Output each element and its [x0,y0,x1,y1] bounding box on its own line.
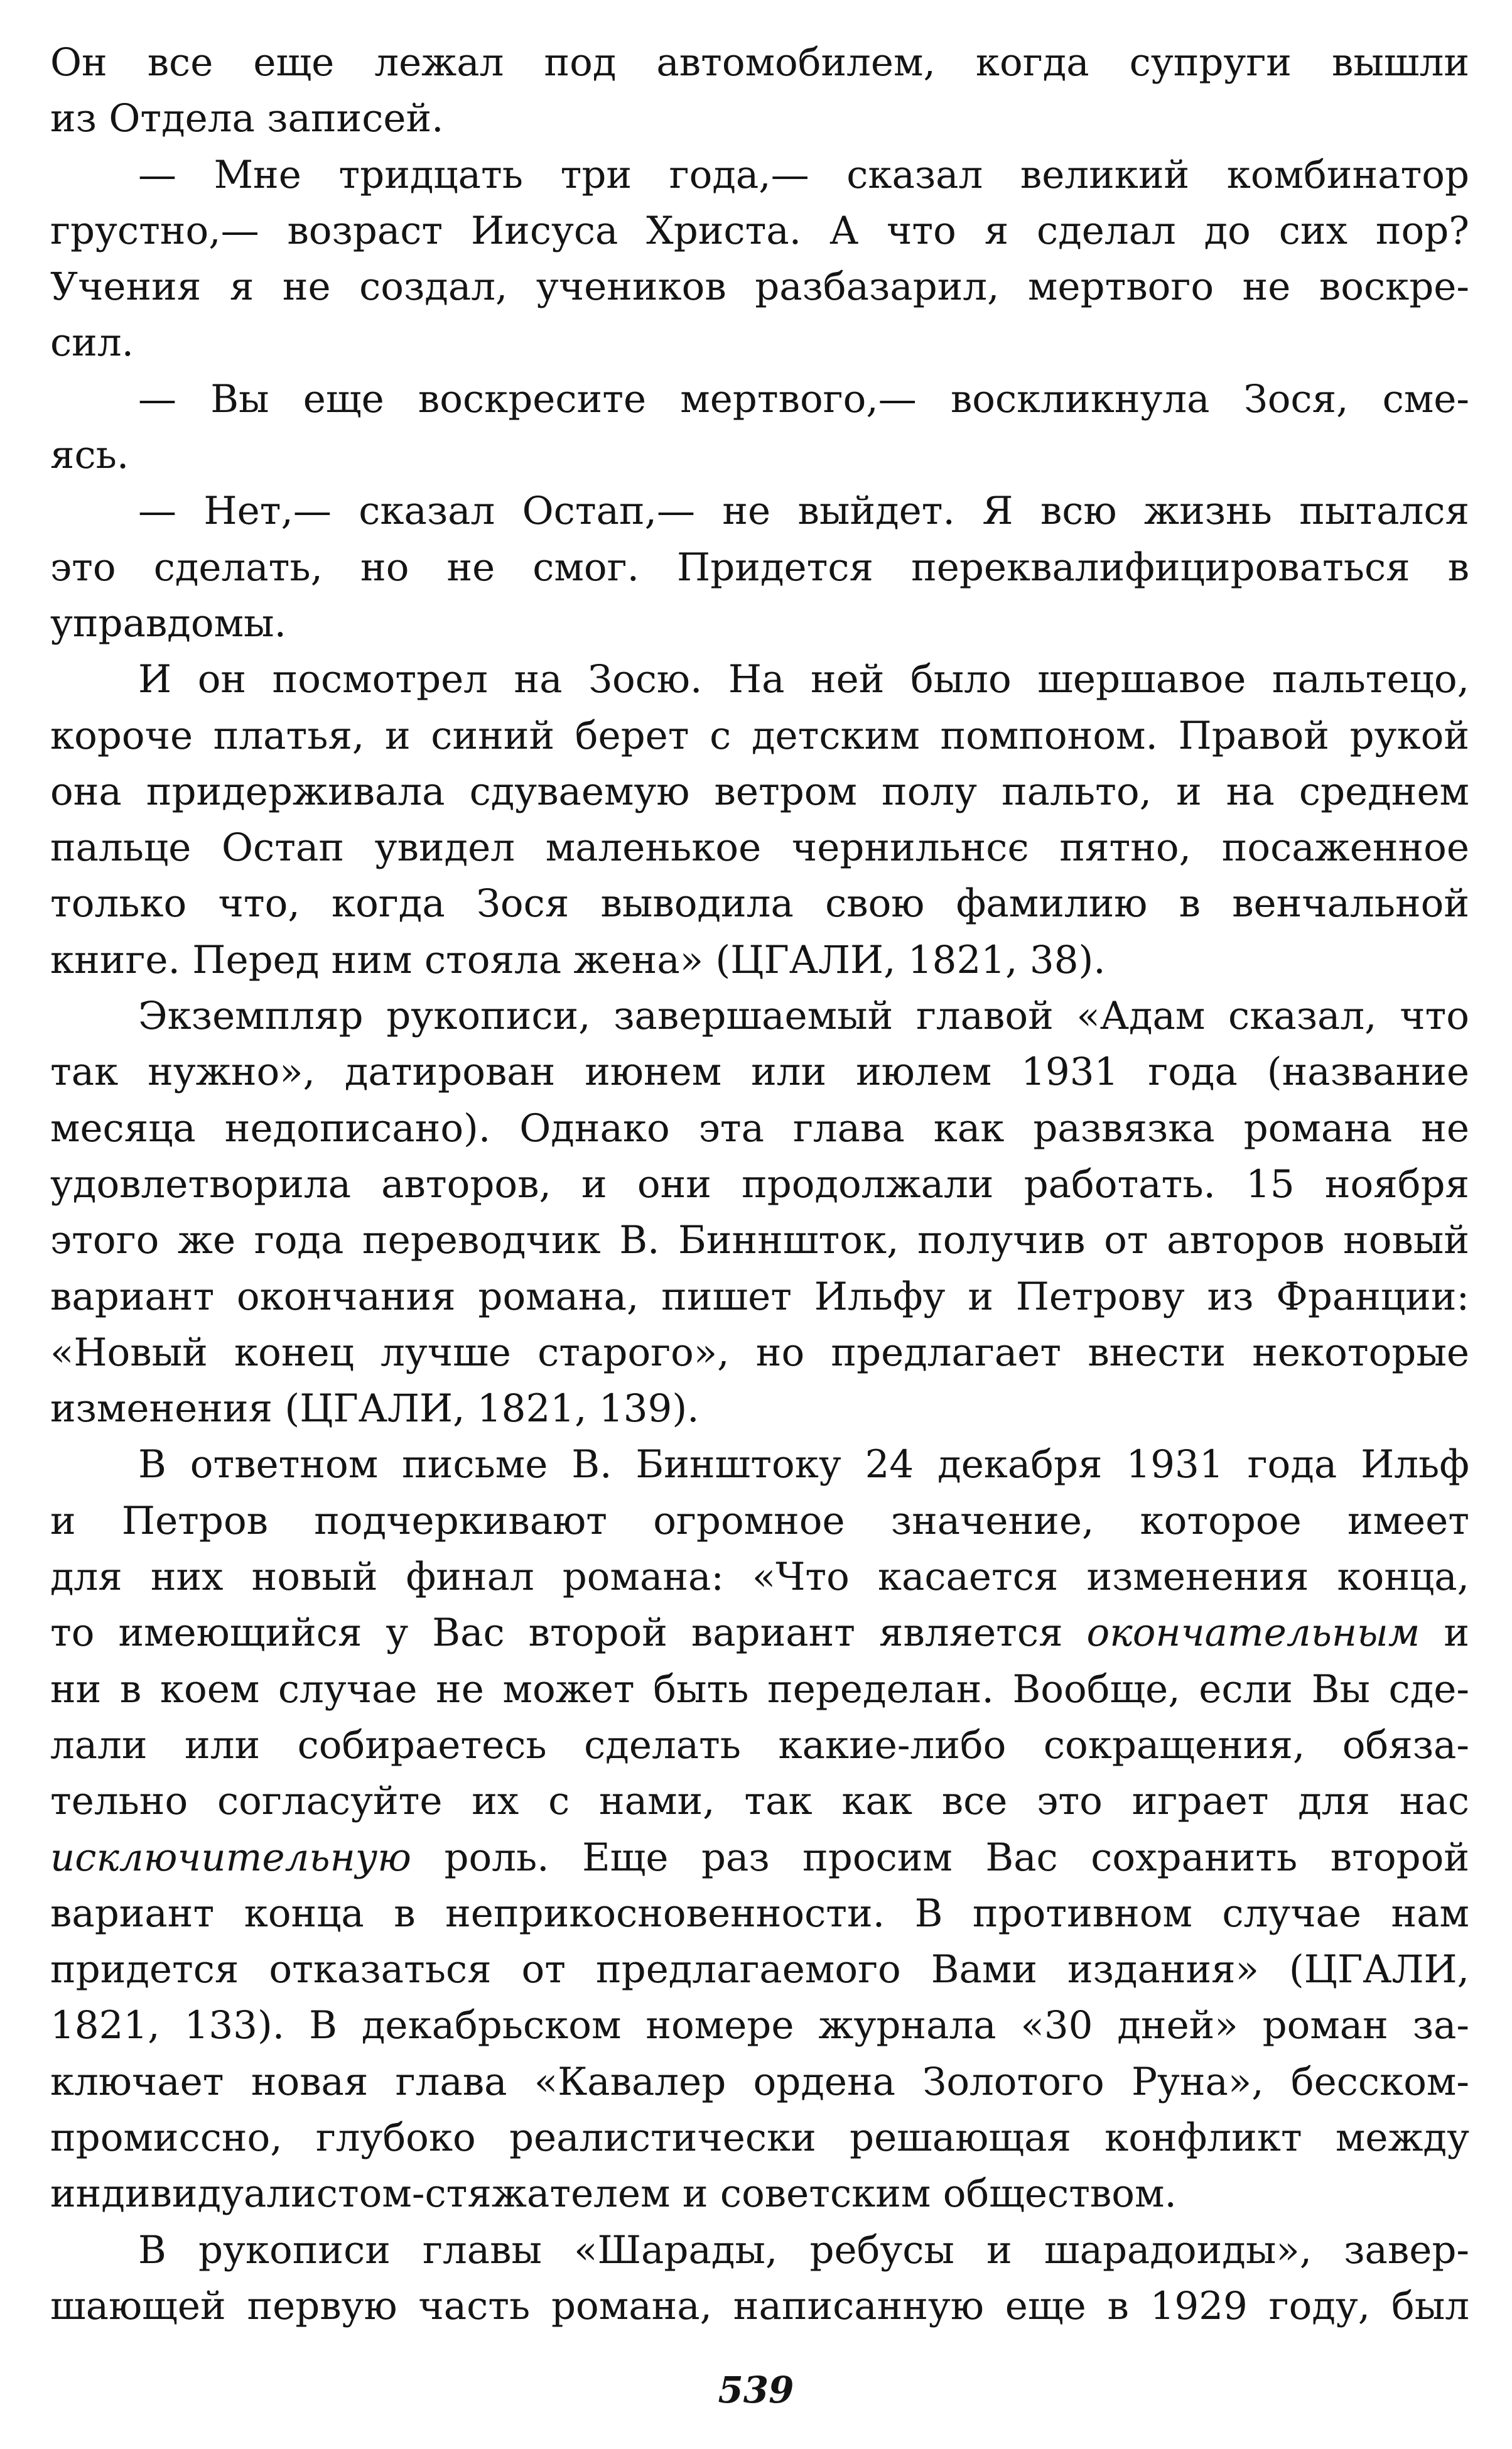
text-line [50,1605,1469,1661]
text-line: этого же года переводчик В. Бинншток, получив от авторов новый [50,1218,1469,1263]
text-line: ключает новая глава «Кавалер ордена Золотого Руна», бесском- [50,2059,1469,2104]
text-line: лали или собираетесь сделать какие-либо сокращения, обяза- [50,1722,1469,1768]
italic-emphasis: окончательным [1086,1610,1420,1656]
text-line: Учения я не создал, учеников разбазарил, мертвого не воскре- [50,264,1469,310]
text-line: В ответном письме В. Бинштоку 24 декабря 1931 года Ильф [138,1442,1469,1487]
text-line: она придерживала сдуваемую ветром полу пальто, и на среднем [50,769,1469,814]
text-line: 1821, 133). В декабрьском номере журнала «30 дней» роман за- [50,2003,1469,2048]
text-line: индивидуалистом-стяжателем и советским обществом. [50,2171,1177,2217]
text-line: сил. [50,320,134,366]
text-run: роль. Еще раз просим Вас сохранить второй [411,1835,1469,1880]
text-line: шающей первую часть романа, написанную еще в 1929 году, был [50,2283,1469,2328]
text-line: ни в коем случае не может быть переделан. Вообще, если Вы сде- [50,1666,1469,1712]
text-line: В рукописи главы «Шарады, ребусы и шарадоиды», завер- [138,2227,1469,2273]
text-line: управдомы. [50,600,286,646]
text-line: промиссно, глубоко реалистически решающая конфликт между [50,2115,1469,2160]
text-line: грустно,— возраст Иисуса Христа. А что я сделал до сих пор? [50,208,1469,253]
page-number: 539 [718,2369,794,2411]
text-run: то имеющийся у Вас второй вариант является [50,1610,1087,1656]
text-line: так нужно», датирован июнем или июлем 1931 года (название [50,1050,1469,1095]
text-line: Экземпляр рукописи, завершаемый главой «Адам сказал, что [138,994,1469,1039]
document-page [50,35,1469,2334]
text-line: для них новый финал романа: «Что касается изменения конца, [50,1555,1469,1600]
text-line: месяца недописано). Однако эта глава как развязка романа не [50,1105,1469,1151]
text-line: «Новый конец лучше старого», но предлагает внести некоторые [50,1330,1469,1375]
text-line: удовлетворила авторов, и они продолжали работать. 15 ноября [50,1161,1469,1207]
text-line: вариант окончания романа, пишет Ильфу и Петрову из Франции: [50,1274,1469,1319]
text-line: Он все еще лежал под автомобилем, когда супруги вышли [50,40,1469,85]
italic-emphasis: исключительную [50,1835,411,1880]
text-line: изменения (ЦГАЛИ, 1821, 139). [50,1386,699,1431]
text-line: вариант конца в неприкосновенности. В противном случае нам [50,1891,1469,1936]
text-line: пальце Остап увидел маленькое чернильнсє пятно, посаженное [50,825,1469,871]
text-line: тельно согласуйте их с нами, так как все это играет для нас [50,1779,1469,1824]
text-line [50,1830,1469,1886]
text-line: короче платья, и синий берет с детским помпоном. Правой рукой [50,713,1469,758]
text-run: и [1420,1610,1469,1656]
text-line: и Петров подчеркивают огромное значение, которое имеет [50,1498,1469,1543]
text-line: — Вы еще воскресите мертвого,— воскликнула Зося, сме- [138,376,1469,421]
text-line: это сделать, но не смог. Придется переквалифицироваться в [50,545,1469,590]
text-line: ясь. [50,433,129,478]
text-line: И он посмотрел на Зосю. На ней было шершавое пальтецо, [138,657,1469,702]
text-line: книге. Перед ним стояла жена» (ЦГАЛИ, 1821, 38). [50,937,1106,982]
text-line: придется отказаться от предлагаемого Вами издания» (ЦГАЛИ, [50,1947,1469,1992]
text-line: — Нет,— сказал Остап,— не выйдет. Я всю жизнь пытался [138,489,1469,534]
text-line: только что, когда Зося выводила свою фамилию в венчальной [50,881,1469,926]
text-line: из Отдела записей. [50,96,444,141]
text-line: — Мне тридцать три года,— сказал великий комбинатор [138,152,1469,197]
